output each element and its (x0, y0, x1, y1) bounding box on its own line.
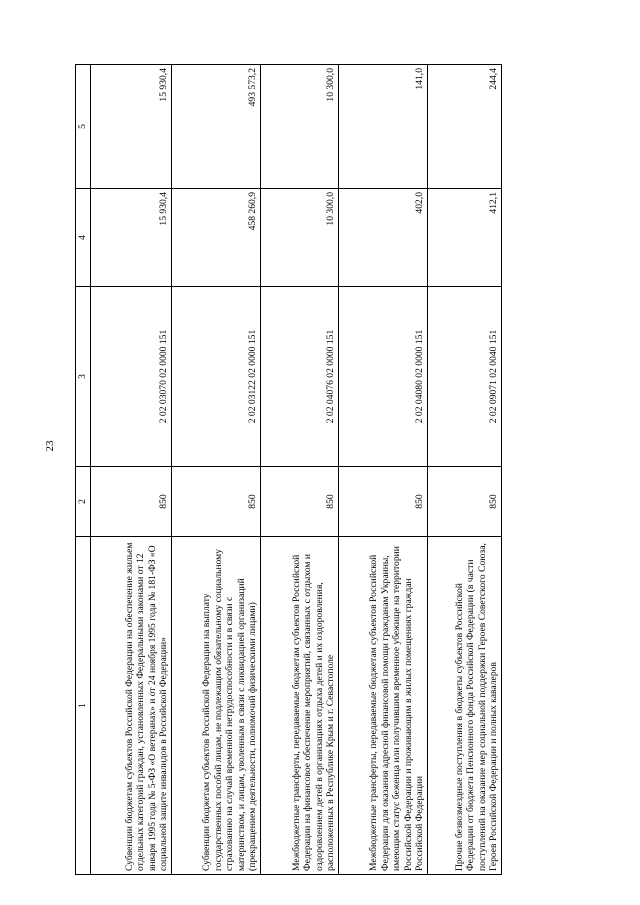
header-col-1: 1 (76, 537, 91, 875)
table-row (261, 65, 339, 875)
header-col-4: 4 (76, 189, 91, 287)
row-amount-total: 493 573,2 (172, 65, 261, 189)
row-admin-code: 850 (428, 467, 502, 537)
row-amount-total: 141,0 (339, 65, 428, 189)
row-amount-total: 10 300,0 (261, 65, 339, 189)
row-amount-approved: 402,0 (339, 189, 428, 287)
row-admin-code: 850 (339, 467, 428, 537)
row-name: Межбюджетные трансферты, передаваемые бюджетам субъектов Российской Федерации на финансовое обеспечение мероприятий, связанных с отдыхом и оздоровлением детей в организациях отдыха детей и их оздоровления, расположенных в Республике Крым и г. Севастополе (261, 537, 339, 875)
row-admin-code: 850 (91, 467, 172, 537)
page-number: 23 (44, 440, 56, 452)
row-name: Субвенции бюджетам субъектов Российской Федерации на выплату государственных пособий лицам, не подлежащим обязательному социальному страхованию на случай временной нетрудоспособности и в связи с материнством, и лицам, уволенным в связи с ликвидацией организаций (прекращением деятельности, полномочий физическими лицами) (172, 537, 261, 875)
row-amount-approved: 412,1 (428, 189, 502, 287)
row-name: Прочие безвозмездные поступления в бюджеты субъектов Российской Федерации от бюджета Пенсионного фонда Российской Федерации (в части поступлений на оказание мер социальной поддержки Героев Советского Союза, Героев Российской Федерации и полных кавалеров (428, 537, 502, 875)
rotated-table-container (75, 65, 500, 875)
table-row (91, 65, 172, 875)
header-col-2: 2 (76, 467, 91, 537)
row-budget-code: 2 02 04080 02 0000 151 (339, 287, 428, 467)
row-name: Субвенции бюджетам субъектов Российской Федерации на обеспечение жильем отдельных категорий граждан, установленных Федеральными законами от 12 января 1995 года № 5-ФЗ «О ветеранах» и от 24 ноября 1995 года № 181-ФЗ «О социальной защите инвалидов в Российской Федерации» (91, 537, 172, 875)
budget-table (75, 64, 502, 875)
table-row (172, 65, 261, 875)
header-col-5: 5 (76, 65, 91, 189)
row-budget-code: 2 02 09071 02 0040 151 (428, 287, 502, 467)
row-budget-code: 2 02 04076 02 0000 151 (261, 287, 339, 467)
table-header-row (76, 65, 91, 875)
table-row (339, 65, 428, 875)
row-name: Межбюджетные трансферты, передаваемые бюджетам субъектов Российской Федерации для оказания адресной финансовой помощи гражданам Украины, имеющим статус беженца или получившим временное убежище на территории Российской Федерации и проживающим в жилых помещениях граждан Российской Федерации (339, 537, 428, 875)
row-admin-code: 850 (261, 467, 339, 537)
row-amount-approved: 10 300,0 (261, 189, 339, 287)
header-col-3: 3 (76, 287, 91, 467)
row-budget-code: 2 02 03122 02 0000 151 (172, 287, 261, 467)
row-amount-approved: 458 260,9 (172, 189, 261, 287)
row-budget-code: 2 02 03070 02 0000 151 (91, 287, 172, 467)
row-amount-total: 244,4 (428, 65, 502, 189)
row-amount-total: 15 930,4 (91, 65, 172, 189)
row-amount-approved: 15 930,4 (91, 189, 172, 287)
table-row (428, 65, 502, 875)
row-admin-code: 850 (172, 467, 261, 537)
